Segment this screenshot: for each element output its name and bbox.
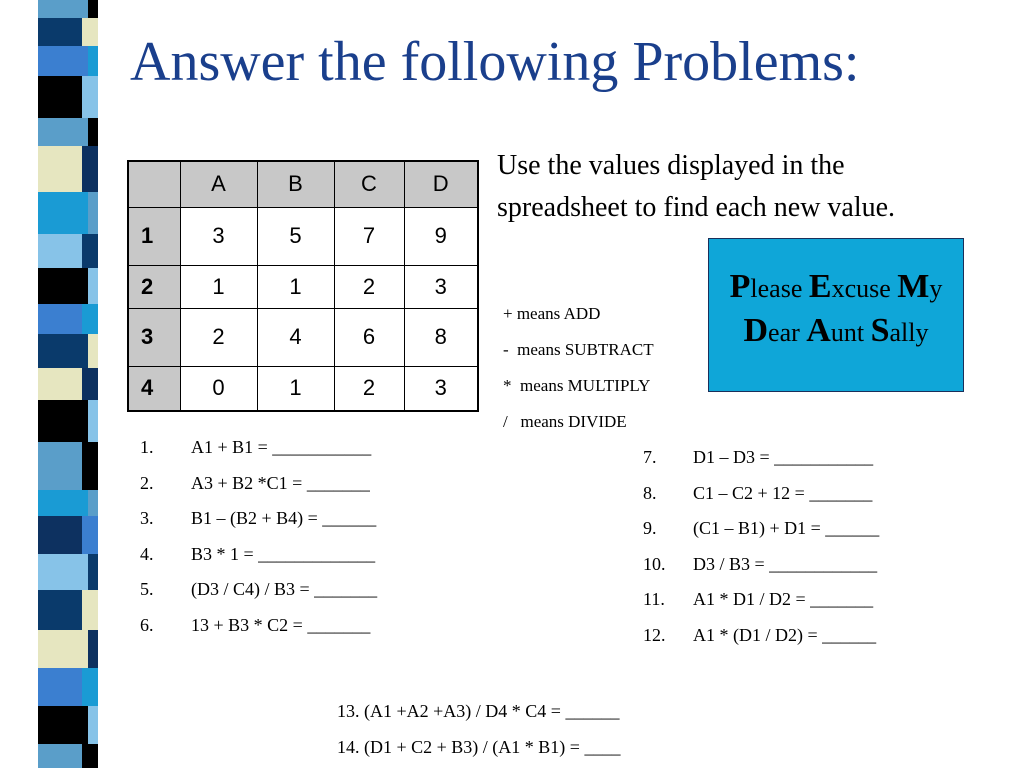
row-header: 2 <box>128 265 180 308</box>
spreadsheet-row <box>128 207 478 265</box>
problem-text: 13 + B3 * C2 = _______ <box>191 614 371 635</box>
stripe-accent <box>88 0 98 18</box>
mnemonic-rest: ear <box>768 318 807 347</box>
column-header: B <box>257 161 334 207</box>
problem-number: 2. <box>140 472 154 493</box>
problem-list-left <box>140 430 377 643</box>
spreadsheet-cell: 7 <box>334 207 404 265</box>
problem-number: 8. <box>643 482 657 503</box>
operator-legend <box>503 296 654 440</box>
spreadsheet-cell: 9 <box>404 207 478 265</box>
mnemonic-rest: unt <box>830 318 871 347</box>
spreadsheet-cell: 3 <box>404 366 478 411</box>
stripe-accent <box>82 18 98 46</box>
corner-cell <box>128 161 180 207</box>
stripe-accent <box>88 400 98 442</box>
spreadsheet-cell: 1 <box>257 265 334 308</box>
row-header: 3 <box>128 308 180 366</box>
problem-item <box>140 537 377 573</box>
problem-text: (D3 / C4) / B3 = _______ <box>191 579 378 599</box>
stripe-accent <box>82 668 98 706</box>
problem-item <box>140 501 377 537</box>
problem-text: A1 * (D1 / D2) = ______ <box>693 624 877 645</box>
column-header: A <box>180 161 257 207</box>
stripe-accent <box>88 46 98 76</box>
stripe-accent <box>88 268 98 304</box>
problem-text: A3 + B2 *C1 = _______ <box>191 472 370 493</box>
operator-item: * means MULTIPLY <box>503 376 651 395</box>
operator-item: - means SUBTRACT <box>503 340 654 359</box>
spreadsheet-cell: 4 <box>257 308 334 366</box>
spreadsheet-cell: 2 <box>334 366 404 411</box>
spreadsheet-cell: 5 <box>257 207 334 265</box>
spreadsheet-cell: 3 <box>404 265 478 308</box>
mnemonic-initial: D <box>743 312 769 349</box>
spreadsheet-header-row <box>128 161 478 207</box>
mnemonic-initial: P <box>729 268 751 305</box>
problem-text: D1 – D3 = ___________ <box>693 447 874 467</box>
problem-number: 9. <box>643 518 657 538</box>
page-title: Answer the following Problems: <box>130 31 860 93</box>
mnemonic-rest: y <box>929 274 943 303</box>
column-header: D <box>404 161 478 207</box>
problem-text: A1 * D1 / D2 = _______ <box>693 589 874 609</box>
stripe-accent <box>82 516 98 554</box>
operator-item: + means ADD <box>503 304 601 323</box>
spreadsheet-table <box>127 160 479 412</box>
problem-item: 14. (D1 + C2 + B3) / (A1 * B1) = ____ <box>337 736 621 757</box>
mnemonic-rest: ally <box>889 318 929 347</box>
stripe-accent <box>82 76 98 118</box>
problem-number: 5. <box>140 579 154 599</box>
spreadsheet-row <box>128 308 478 366</box>
decorative-striped-border <box>38 0 98 768</box>
problem-text: B1 – (B2 + B4) = ______ <box>191 508 377 528</box>
problem-text: (C1 – B1) + D1 = ______ <box>693 518 880 538</box>
mnemonic-initial: A <box>806 312 831 349</box>
mnemonic-initial: M <box>897 268 930 305</box>
mnemonic-rest: xcuse <box>831 274 898 303</box>
stripe-accent <box>88 706 98 744</box>
problem-item <box>643 547 879 583</box>
row-header: 1 <box>128 207 180 265</box>
problem-item <box>643 582 879 618</box>
stripe-accent <box>82 368 98 400</box>
spreadsheet-cell: 1 <box>257 366 334 411</box>
stripe-accent <box>82 234 98 268</box>
problem-item: 13. (A1 +A2 +A3) / D4 * C4 = ______ <box>337 701 620 721</box>
spreadsheet-cell: 1 <box>180 265 257 308</box>
spreadsheet-cell: 8 <box>404 308 478 366</box>
problem-number: 4. <box>140 543 154 564</box>
problem-number: 1. <box>140 437 154 457</box>
stripe-accent <box>88 118 98 146</box>
spreadsheet-cell: 2 <box>180 308 257 366</box>
problem-number: 7. <box>643 447 657 467</box>
stripe-accent <box>88 554 98 590</box>
problem-item <box>140 466 377 502</box>
problem-list-right <box>643 440 879 653</box>
problem-item <box>643 511 879 547</box>
mnemonic-line <box>709 310 963 354</box>
problem-number: 10. <box>643 553 666 574</box>
mnemonic-initial: S <box>870 312 890 349</box>
stripe-accent <box>88 192 98 234</box>
spreadsheet-cell: 2 <box>334 265 404 308</box>
problem-number: 6. <box>140 614 154 635</box>
stripe-accent <box>88 630 98 668</box>
stripe-accent <box>82 744 98 768</box>
problem-item <box>140 430 377 466</box>
spreadsheet-cell: 3 <box>180 207 257 265</box>
stripe-accent <box>82 590 98 630</box>
problem-text: C1 – C2 + 12 = _______ <box>693 482 873 503</box>
spreadsheet-row <box>128 366 478 411</box>
column-header: C <box>334 161 404 207</box>
problem-list-bottom <box>337 694 620 765</box>
mnemonic-line <box>709 266 963 310</box>
problem-text: B3 * 1 = _____________ <box>191 543 376 564</box>
problem-text: D3 / B3 = ____________ <box>693 553 878 574</box>
row-header: 4 <box>128 366 180 411</box>
problem-item <box>643 618 879 654</box>
spreadsheet-cell: 6 <box>334 308 404 366</box>
spreadsheet-row <box>128 265 478 308</box>
mnemonic-rest: lease <box>750 274 809 303</box>
mnemonic-initial: E <box>808 268 832 305</box>
stripe-accent <box>88 334 98 368</box>
operator-item: / means DIVIDE <box>503 412 627 431</box>
problem-number: 11. <box>643 589 665 609</box>
pemdas-mnemonic-box <box>708 238 964 392</box>
problem-item <box>140 572 377 608</box>
problem-text: A1 + B1 = ___________ <box>191 437 372 457</box>
spreadsheet-cell: 0 <box>180 366 257 411</box>
problem-item <box>140 608 377 644</box>
stripe-accent <box>82 442 98 490</box>
problem-number: 3. <box>140 508 154 528</box>
problem-number: 12. <box>643 624 666 645</box>
problem-item <box>643 476 879 512</box>
problem-item <box>643 440 879 476</box>
stripe-accent <box>88 490 98 516</box>
stripe-accent <box>82 304 98 334</box>
stripe-accent <box>82 146 98 192</box>
instructions-text: Use the values displayed in the spreadsheet to find each new value. <box>497 150 896 223</box>
